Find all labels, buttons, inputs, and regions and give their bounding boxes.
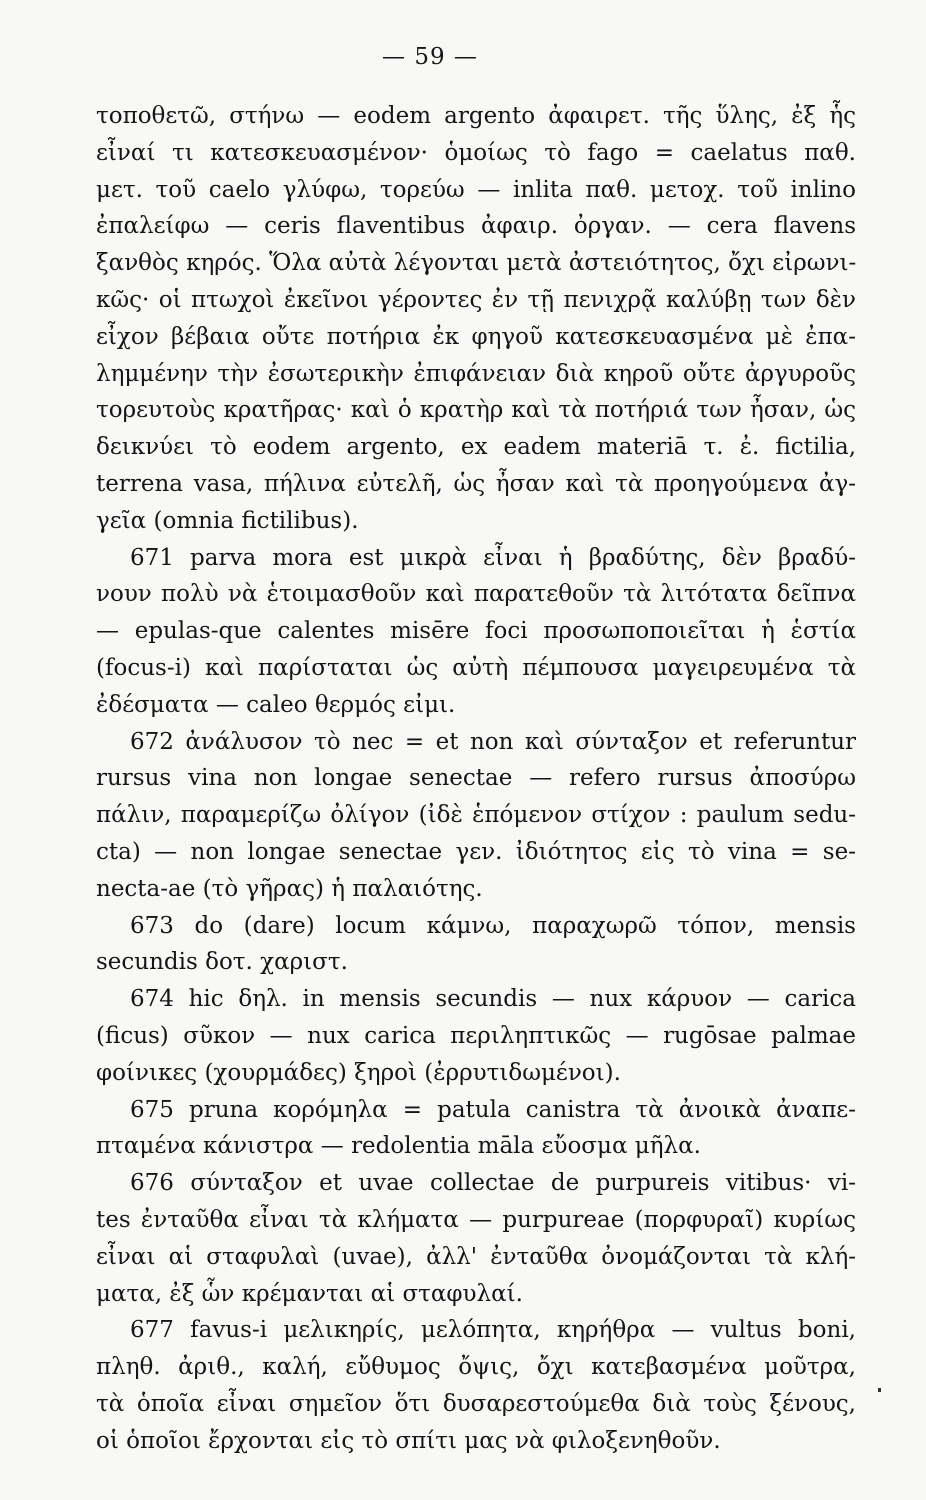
- text-line: εἶναί τι κατεσκευασμένον· ὁμοίως τὸ fago = caelatus παθ.: [96, 139, 856, 166]
- text-line: tes ἐνταῦθα εἶναι τὰ κλήματα — purpureae (πορφυραῖ) κυρίως: [96, 1206, 856, 1233]
- text-line: rursus vina non longae senectae — refero rursus ἀποσύρω: [96, 765, 856, 792]
- text-line: cta) — non longae senectae γεν. ἰδιότητος εἰς τὸ vina = se-: [96, 838, 856, 865]
- text-line: 674 hic δηλ. in mensis secundis — nux κάρυον — carica: [130, 986, 856, 1013]
- text-line: λημμένην τὴν ἐσωτερικὴν ἐπιφάνειαν διὰ κηροῦ οὔτε ἀργυροῦς: [96, 360, 856, 387]
- text-line: ματα, ἐξ ὧν κρέμανται αἱ σταφυλαί.: [96, 1280, 523, 1307]
- text-line: ἐπαλείφω — ceris flaventibus ἀφαιρ. ὀργαν. — cera flavens: [96, 213, 856, 240]
- text-line: πταμένα κάνιστρα — redolentia māla εὔοσμα μῆλα.: [96, 1133, 701, 1160]
- text-line: δεικνύει τὸ eodem argento, ex eadem materiā τ. ἐ. fictilia,: [96, 434, 856, 461]
- text-line: οἱ ὁποῖοι ἔρχονται εἰς τὸ σπίτι μας νὰ φιλοξενηθοῦν.: [96, 1427, 721, 1454]
- text-line: (ficus) σῦκον — nux carica περιληπτικῶς — rugōsae palmae: [96, 1022, 856, 1049]
- text-line: τοποθετῶ, στήνω — eodem argento ἀφαιρετ. τῆς ὕλης, ἐξ ἧς: [96, 103, 856, 129]
- text-line: ξανθὸς κηρός. Ὅλα αὐτὰ λέγονται μετὰ ἀστειότητος, ὄχι εἰρωνι-: [96, 250, 857, 277]
- text-line: — epulas-que calentes misēre foci προσωποποιεῖται ἡ ἑστία: [96, 618, 856, 645]
- text-line: φοίνικες (χουρμάδες) ξηροὶ (ἐρρυτιδωμένοι).: [96, 1059, 621, 1086]
- text-line: νουν πολὺ νὰ ἑτοιμασθοῦν καὶ παρατεθοῦν τὰ λιτότατα δεῖπνα: [96, 581, 856, 608]
- text-line: τὰ ὁποῖα εἶναι σημεῖον ὅτι δυσαρεστούμεθα διὰ τοὺς ξένους,: [96, 1390, 856, 1417]
- text-line: πληθ. ἀριθ., καλή, εὔθυμος ὄψις, ὄχι κατεβασμένα μοῦτρα,: [96, 1354, 856, 1381]
- text-line: terrena vasa, πήλινα εὐτελῆ, ὡς ἦσαν καὶ τὰ προηγούμενα ἀγ-: [96, 470, 856, 497]
- page-number: — 59 —: [382, 44, 478, 70]
- text-line: μετ. τοῦ caelo γλύφω, τορεύω — inlita παθ. μετοχ. τοῦ inlino: [96, 176, 856, 203]
- text-line: 671 parva mora est μικρὰ εἶναι ἡ βραδύτης, δὲν βραδύ-: [130, 544, 856, 571]
- text-line: 675 prunа κορόμηλα = patula canistra τὰ ἀνοικὰ ἀναπε-: [130, 1096, 856, 1123]
- text-line: 676 σύνταξον et uvae collectae de purpureis vitibus· vi-: [130, 1170, 856, 1197]
- text-line: εἶναι αἱ σταφυλαὶ (uvae), ἀλλ' ἐνταῦθα ὀνομάζονται τὰ κλή-: [96, 1243, 856, 1270]
- ink-speck: [878, 1388, 881, 1392]
- text-line: εἶχον βέβαια οὔτε ποτήρια ἐκ φηγοῦ κατεσκευασμένα μὲ ἐπα-: [96, 323, 856, 350]
- text-line: 672 ἀνάλυσον τὸ nec = et non καὶ σύνταξον et referuntur: [130, 728, 856, 755]
- text-line: (focus-i) καὶ παρίσταται ὡς αὐτὴ πέμπουσα μαγειρευμένα τὰ: [96, 654, 856, 681]
- text-line: ἐδέσματα — caleo θερμός εἰμι.: [96, 691, 456, 718]
- text-line: 677 favus-i μελικηρίς, μελόπητα, κηρήθρα — vultus boni,: [130, 1317, 856, 1344]
- text-line: secundis δοτ. χαριστ.: [96, 949, 348, 976]
- text-line: τορευτοὺς κρατῆρας· καὶ ὁ κρατὴρ καὶ τὰ ποτήριά των ἦσαν, ὡς: [96, 397, 856, 424]
- text-line: 673 do (dare) locum κάμνω, παραχωρῶ τόπον, mensis: [130, 912, 856, 939]
- text-line: πάλιν, παραμερίζω ὀλίγον (ἰδὲ ἑπόμενον στίχον : paulum sedu-: [96, 802, 856, 829]
- body-text: [96, 98, 856, 1459]
- text-line: κῶς· οἱ πτωχοὶ ἐκεῖνοι γέροντες ἐν τῇ πενιχρᾷ καλύβῃ των δὲν: [96, 286, 856, 313]
- text-line: necta-ae (τὸ γῆρας) ἡ παλαιότης.: [96, 875, 483, 902]
- text-line: γεῖα (omnia fictilibus).: [96, 507, 359, 534]
